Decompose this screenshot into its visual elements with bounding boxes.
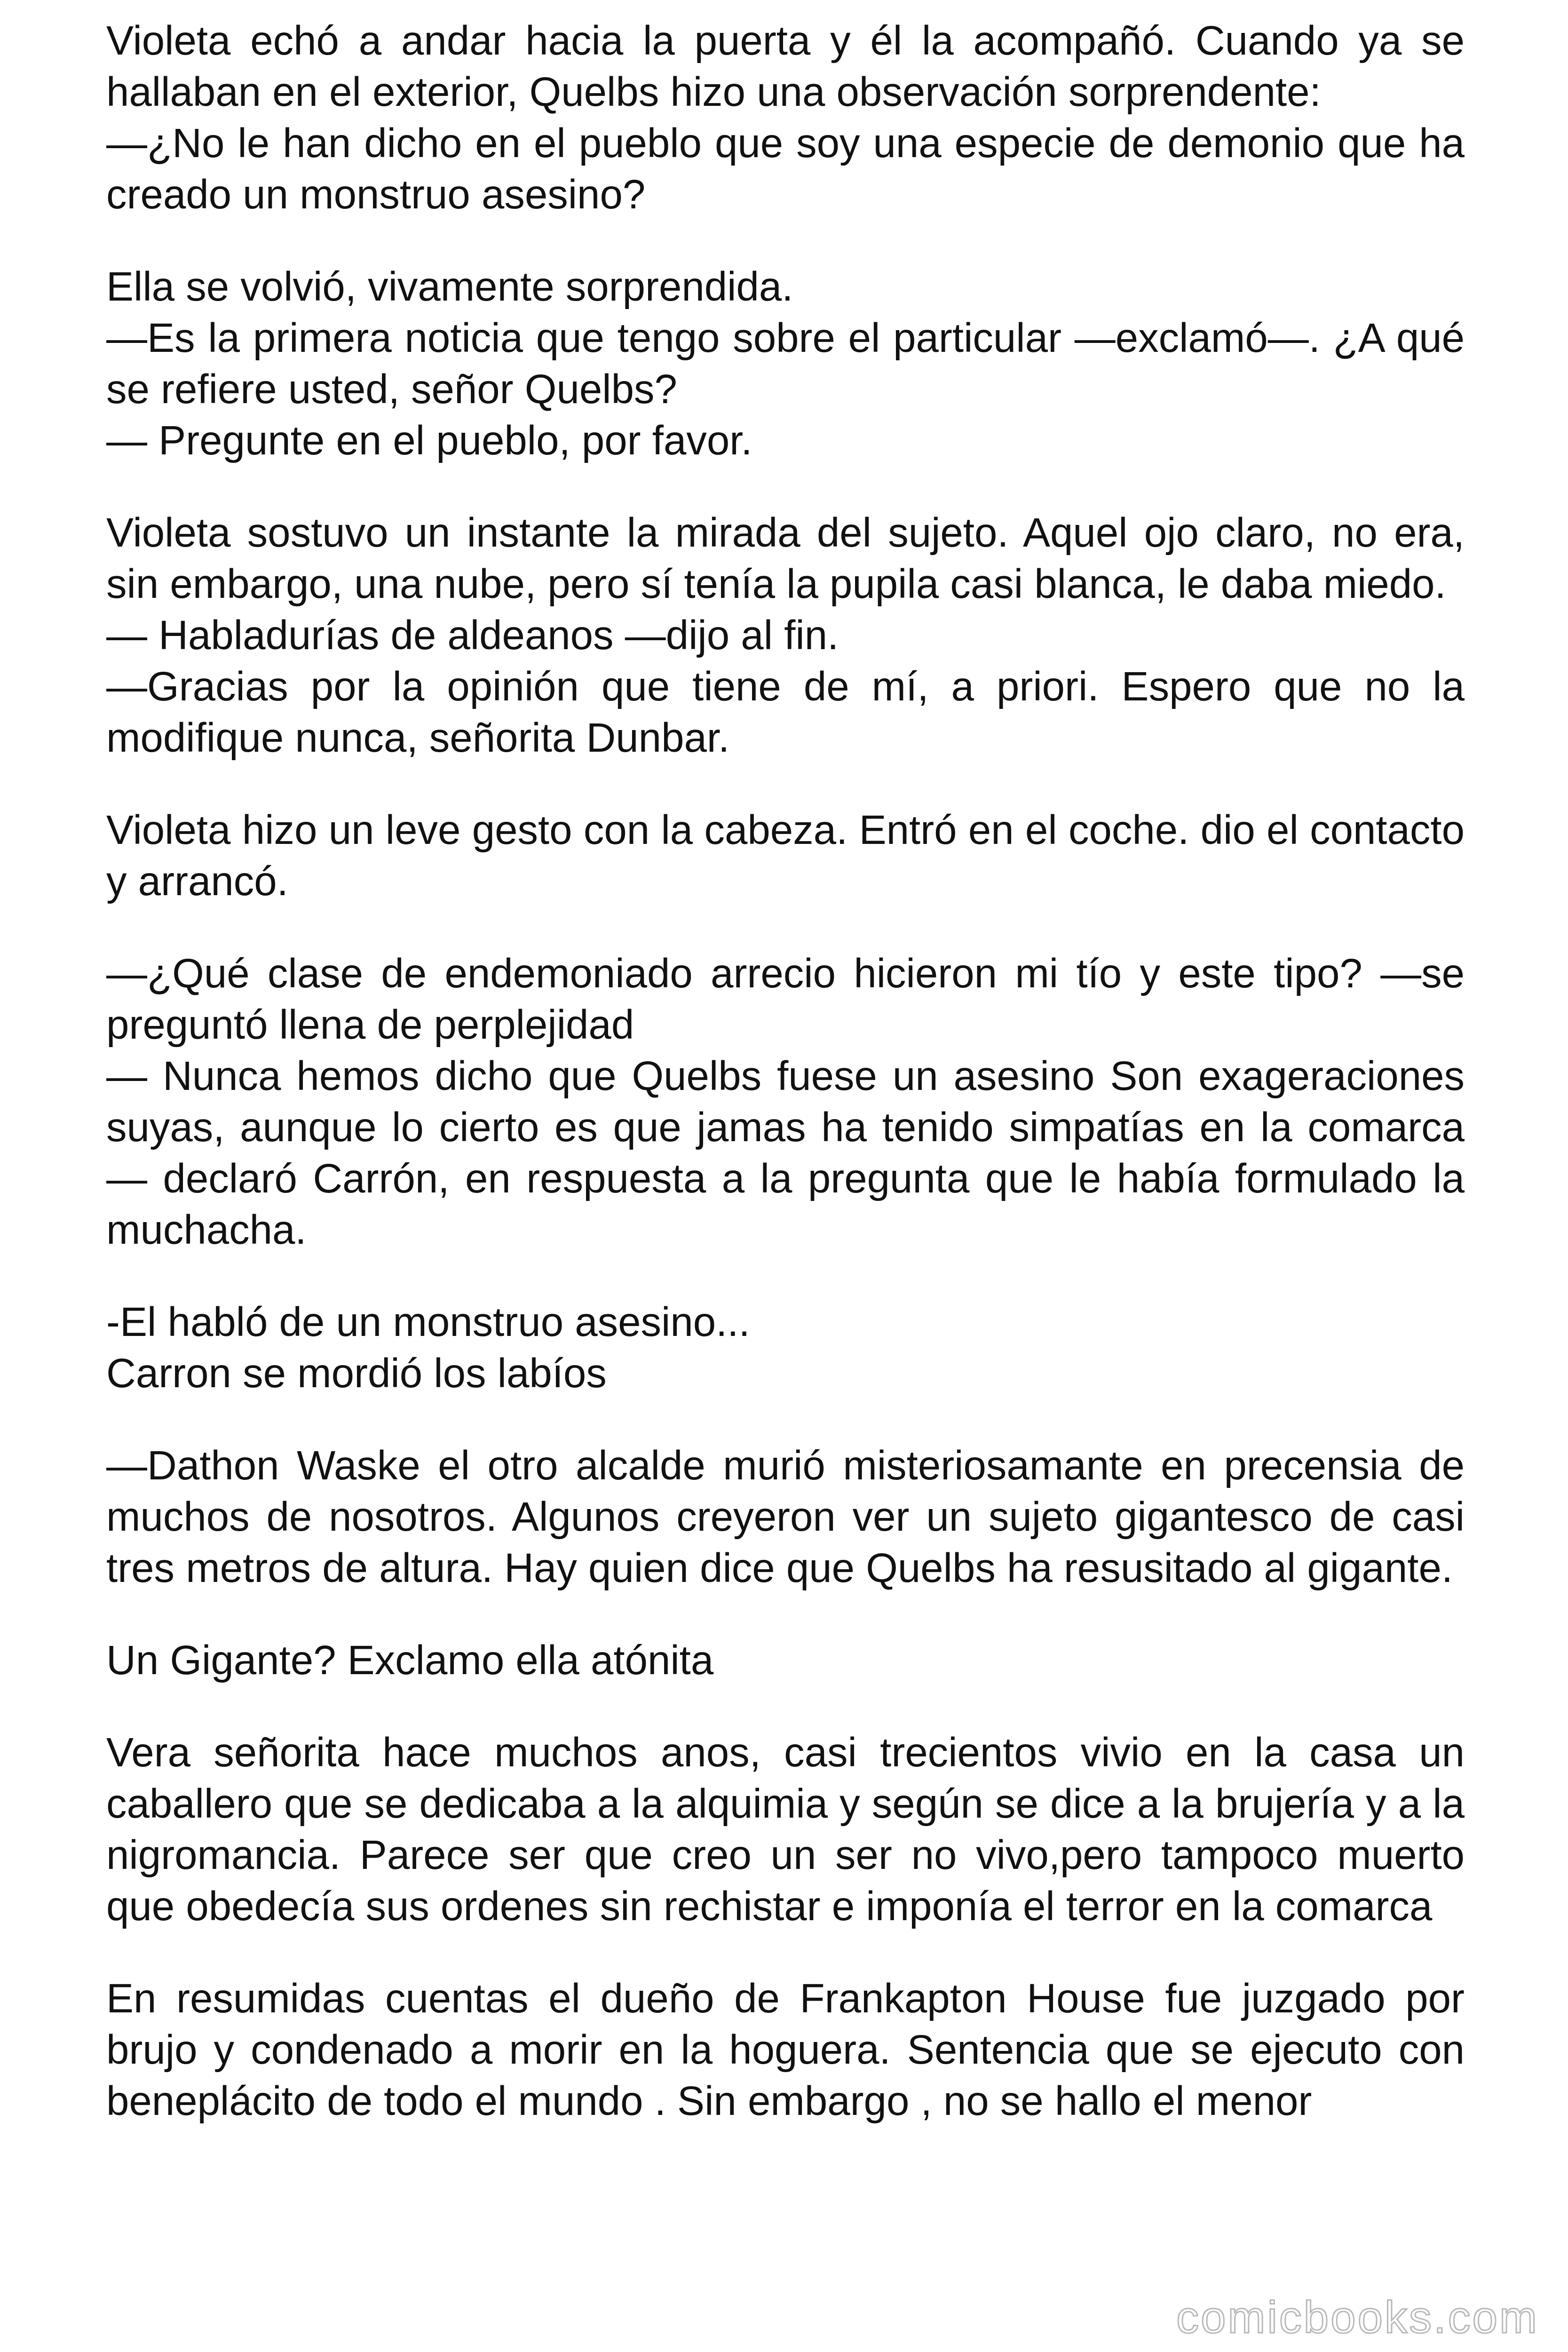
text-line: Violeta hizo un leve gesto con la cabeza. Entró en el coche. dio el contacto y arrancó.	[106, 807, 1465, 904]
text-line: — Habladurías de aldeanos —dijo al fin.	[106, 612, 839, 658]
text-line: Un Gigante? Exclamo ella atónita	[106, 1637, 714, 1683]
text-line: —¿No le han dicho en el pueblo que soy una especie de demonio que ha creado un monstruo asesino?	[106, 120, 1465, 217]
text-line: -El habló de un monstruo asesino...	[106, 1299, 750, 1345]
text-line: Vera señorita hace muchos anos, casi trecientos vivio en la casa un caballero que se dedicaba a la alquimia y según se dice a la brujería y a la nigromancia. Parece ser que creo un ser no vivo,pero tampoco muerto que obedecía sus ordenes sin rechistar e imponía el terror en la comarca	[106, 1730, 1465, 1929]
paragraph-2	[106, 261, 1465, 466]
text-line: — Pregunte en el pueblo, por favor.	[106, 418, 752, 463]
text-line: Carron se mordió los labíos	[106, 1351, 607, 1396]
paragraph-1	[106, 15, 1465, 220]
text-line: Violeta echó a andar hacia la puerta y él la acompañó. Cuando ya se hallaban en el exterior, Quelbs hizo una observación sorprendente:	[106, 18, 1465, 115]
text-line: —Dathon Waske el otro alcalde murió misteriosamante en precensia de muchos de nosotros. Algunos creyeron ver un sujeto gigantesco de casi tres metros de altura. Hay quien dice que Quelbs ha resusitado al gigante.	[106, 1443, 1465, 1591]
text-line: En resumidas cuentas el dueño de Frankapton House fue juzgado por brujo y condenado a morir en la hoguera. Sentencia que se ejecuto con beneplácito de todo el mundo . Sin embargo , no se hallo el menor	[106, 1976, 1465, 2124]
paragraph-6	[106, 1296, 1465, 1399]
text-line: —Gracias por la opinión que tiene de mí, a priori. Espero que no la modifique nunca, señorita Dunbar.	[106, 664, 1465, 761]
paragraph-3	[106, 507, 1465, 763]
paragraph-8	[106, 1635, 1465, 1686]
text-line: Violeta sostuvo un instante la mirada del sujeto. Aquel ojo claro, no era, sin embargo, una nube, pero sí tenía la pupila casi blanca, le daba miedo.	[106, 510, 1465, 607]
paragraph-10	[106, 1973, 1465, 2127]
paragraph-5	[106, 948, 1465, 1255]
text-line: —¿Qué clase de endemoniado arrecio hicieron mi tío y este tipo? —se preguntó llena de perplejidad	[106, 951, 1465, 1048]
text-line: — Nunca hemos dicho que Quelbs fuese un asesino Son exageraciones suyas, aunque lo cierto es que jamas ha tenido simpatías en la comarca — declaró Carrón, en respuesta a la pregunta que le había formulado la muchacha.	[106, 1053, 1465, 1253]
paragraph-7	[106, 1440, 1465, 1594]
text-line: —Es la primera noticia que tengo sobre el particular —exclamó—. ¿A qué se refiere usted, señor Quelbs?	[106, 315, 1465, 412]
text-line: Ella se volvió, vivamente sorprendida.	[106, 264, 793, 310]
watermark-text: comicbooks.com	[1176, 2292, 1539, 2343]
paragraph-4	[106, 804, 1465, 907]
paragraph-9	[106, 1727, 1465, 1932]
document-page	[106, 15, 1465, 2168]
